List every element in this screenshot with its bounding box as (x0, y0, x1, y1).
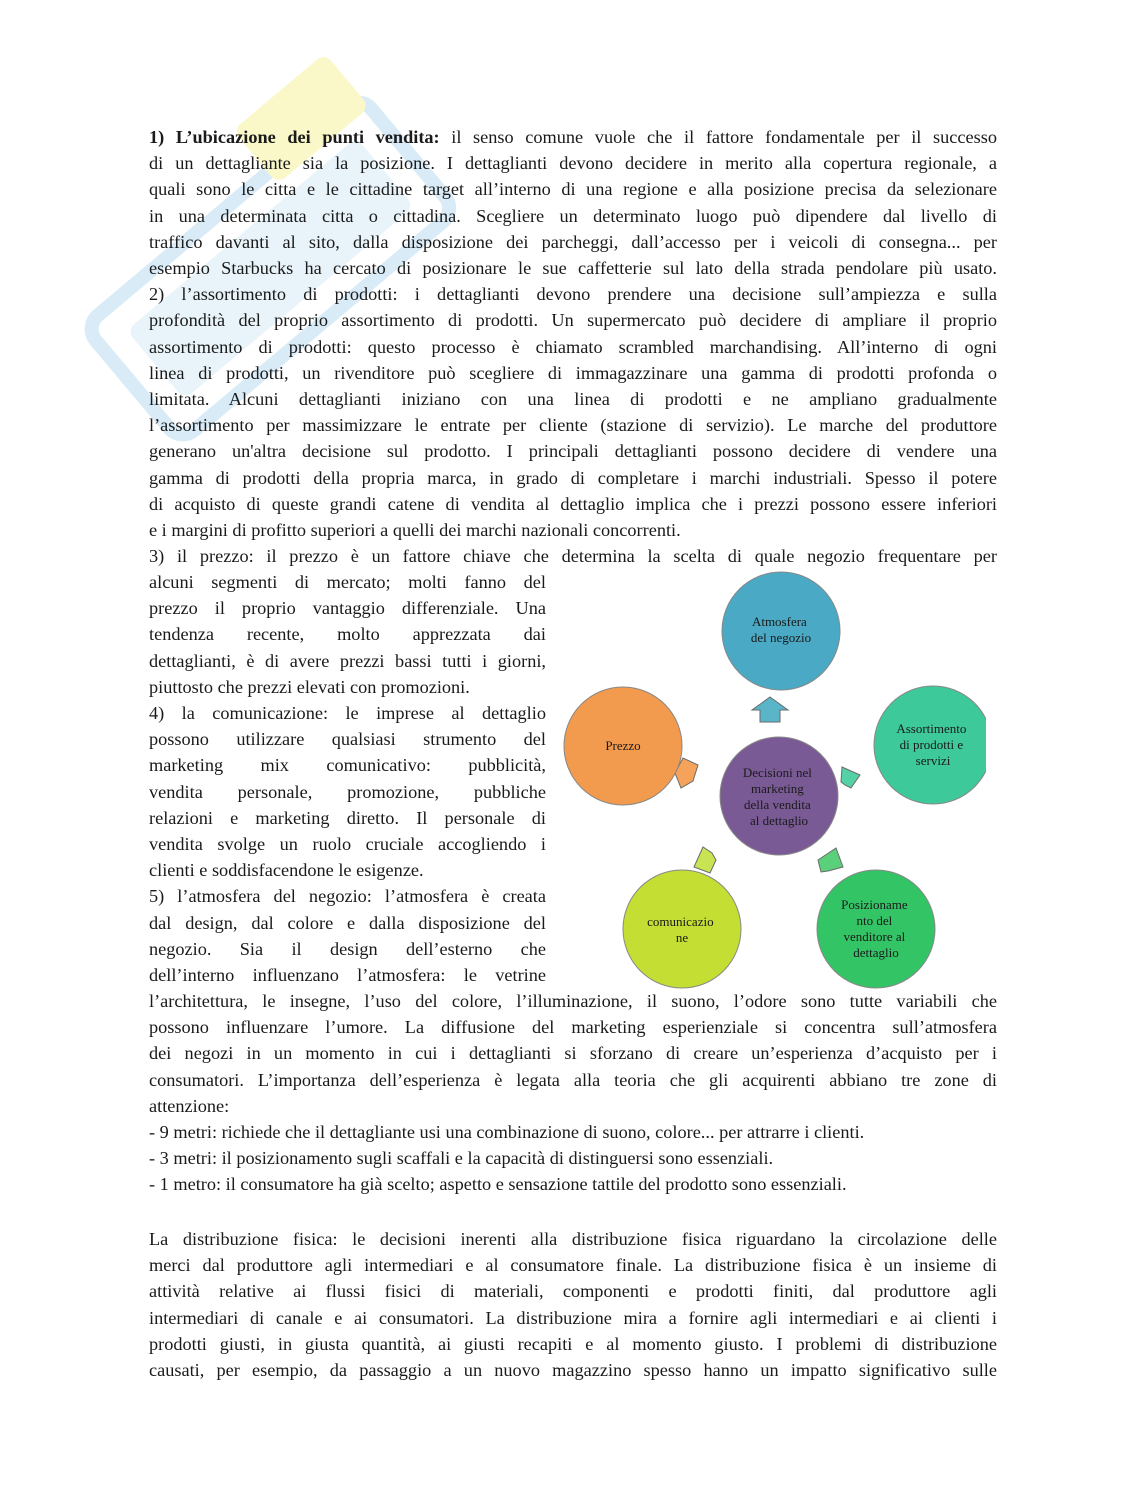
section-1-2 (149, 124, 997, 569)
distrib-line: merci dal produttore agli intermediari e al consumatore finale. La distribuzione fisica è un insieme di (149, 1255, 997, 1276)
distrib-line: prodotti giusti, in giusta quantità, ai giusti recapiti e al momento giusto. I problemi di distribuzione (149, 1333, 997, 1354)
label-comunicazione: comunicazio ne (647, 914, 714, 945)
narrow-line: tendenza recente, molto apprezzata dai (149, 624, 546, 645)
s3-line-1: 3) il prezzo: il prezzo è un fattore chiave che determina la scelta di quale negozio frequentare per (149, 546, 997, 567)
narrow-line: vendita personale, promozione, pubbliche (149, 781, 546, 802)
node-comunicazione (623, 870, 741, 988)
s2-line: e i margini di profitto superiori a quelli dei marchi nazionali concorrenti. (149, 520, 681, 541)
section-distribuzione (149, 1226, 997, 1383)
s1-line: traffico davanti al sito, dalla disposizione dei parcheggi, dall’accesso per i veicoli di consegna... per (149, 231, 997, 252)
narrow-line: piuttosto che prezzi elevati con promozioni. (149, 676, 470, 697)
s2-line: 2) l’assortimento di prodotti: i dettaglianti devono prendere una decisione sull’ampiezza e sulla (149, 284, 997, 305)
narrow-line: prezzo il proprio vantaggio differenziale. Una (149, 598, 546, 619)
narrow-line: possono utilizzare qualsiasi strumento del (149, 729, 546, 750)
section-5-rest (149, 988, 997, 1198)
s2-line: linea di prodotti, un rivenditore può scegliere di immagazzinare una gamma di prodotti profonda o (149, 362, 997, 383)
narrow-line: alcuni segmenti di mercato; molti fanno del (149, 572, 546, 592)
zone-line: - 1 metro: il consumatore ha già scelto; aspetto e sensazione tattile del prodotto sono essenziali. (149, 1174, 847, 1195)
s1-line: di un dettagliante sia la posizione. I dettaglianti devono decidere in merito alla copertura regionale, a (149, 153, 997, 174)
s1-line-1: 1) L’ubicazione dei punti vendita: il senso comune vuole che il fattore fondamentale per il successo (149, 127, 997, 147)
zone-line: - 9 metri: richiede che il dettagliante usi una combinazione di suono, colore... per attrarre i clienti. (149, 1122, 865, 1143)
s2-line: gamma di prodotti della propria marca, in grado di completare i marchi industriali. Spesso il potere (149, 467, 997, 488)
node-center (720, 737, 838, 855)
s2-line: limitata. Alcuni dettaglianti iniziano con una linea di prodotti e ne ampliano gradualmente (149, 389, 997, 410)
s1-title: 1) L’ubicazione dei punti vendita: (149, 127, 440, 147)
distrib-line: attività relative ai flussi fisici di materiali, componenti e prodotti finiti, dal produttore agli (149, 1281, 997, 1302)
s5-line: dei negozi in un momento in cui i dettaglianti si sforzano di creare un’esperienza d’acquisto per i (149, 1043, 997, 1064)
narrow-line: negozio. Sia il design dell’esterno che (149, 938, 546, 959)
label-prezzo: Prezzo (605, 738, 641, 753)
narrow-line: clienti e soddisfacendone le esigenze. (149, 860, 424, 881)
narrow-line: 5) l’atmosfera del negozio: l’atmosfera è creata (149, 886, 546, 907)
s2-line: di acquisto di queste grandi catene di vendita al dettaglio implica che i prezzi possono essere inferiori (149, 493, 997, 514)
distrib-line: La distribuzione fisica: le decisioni inerenti alla distribuzione fisica riguardano la circolazione delle (149, 1229, 997, 1249)
zone-line: - 3 metri: il posizionamento sugli scaffali e la capacità di distinguersi sono essenziali. (149, 1148, 774, 1169)
s1-line: in una determinata citta o cittadina. Scegliere un determinato luogo può dipendere dal livello di (149, 205, 997, 226)
s5-line: consumatori. L’importanza dell’esperienza è legata alla teoria che gli acquirenti abbiano tre zone di (149, 1069, 997, 1090)
arrow-down-right-icon (818, 848, 843, 872)
narrow-line: 4) la comunicazione: le imprese al dettaglio (149, 703, 546, 724)
distrib-line: intermediari di canale e ai consumatori. La distribuzione mira a fornire agli intermediari e ai clienti i (149, 1307, 997, 1328)
s5-line: l’architettura, le insegne, l’uso del colore, l’illuminazione, il suono, l’odore sono tutte variabili che (149, 991, 997, 1011)
label-center: Decisioni nel marketing della vendita al dettaglio (742, 765, 812, 828)
s2-line: generano un'altra decisione sul prodotto. I principali dettaglianti possono decidere di vendere una (149, 441, 997, 462)
s1-line: quali sono le citta e le cittadine target all’interno di una regione e alla posizione precisa da selezionare (149, 179, 997, 200)
s2-line: l’assortimento per massimizzare le entrate per cliente (stazione di servizio). Le marche del produttore (149, 415, 997, 436)
s2-line: assortimento di prodotti: questo processo è chiamato scrambled marchandising. All’interno di ogni (149, 336, 997, 357)
retail-marketing-diagram (556, 570, 986, 990)
s1-line: esempio Starbucks ha cercato di posizionare le sue caffetterie sul lato della strada pendolare più usato. (149, 258, 997, 279)
arrow-down-left-icon (694, 847, 716, 873)
s5-line: possono influenzare l’umore. La diffusione del marketing esperienziale si concentra sull’atmosfera (149, 1017, 997, 1038)
s5-line: attenzione: (149, 1095, 230, 1116)
distrib-line: causati, per esempio, da passaggio a un nuovo magazzino spesso hanno un impatto significativo sulle (149, 1360, 997, 1381)
s2-line: profondità del proprio assortimento di prodotti. Un supermercato può decidere di ampliare il proprio (149, 310, 997, 331)
arrow-right-icon (841, 767, 860, 788)
narrow-line: relazioni e marketing diretto. Il personale di (149, 807, 546, 828)
label-atmosfera: Atmosfera del negozio (750, 614, 812, 645)
narrow-line: dettaglianti, è di avere prezzi bassi tutti i giorni, (149, 650, 546, 671)
narrow-line: dell’interno influenzano l’atmosfera: le vetrine (149, 965, 546, 986)
label-assortimento: Assortimento di prodotti e servizi (896, 721, 967, 768)
label-posizionamento: Posizioname nto del venditore al dettaglio (841, 897, 908, 960)
narrow-column (149, 569, 546, 988)
narrow-line: marketing mix comunicativo: pubblicità, (149, 755, 546, 776)
narrow-line: vendita svolge un ruolo cruciale accogliendo i (149, 834, 546, 855)
narrow-line: dal design, dal colore e dalla disposizione del (149, 912, 546, 933)
arrow-up-icon (752, 697, 788, 722)
